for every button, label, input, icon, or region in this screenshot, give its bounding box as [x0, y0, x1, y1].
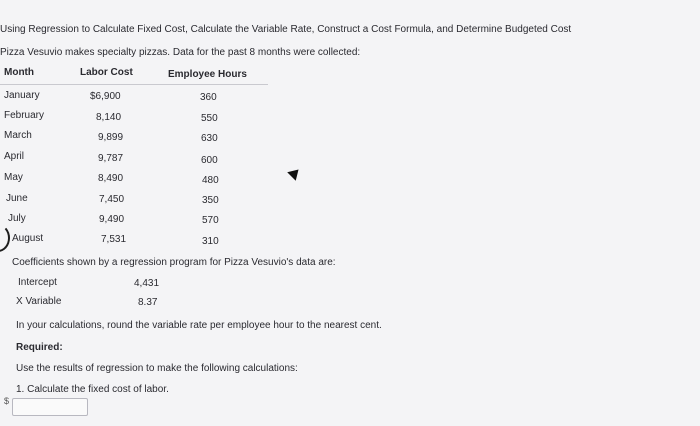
- hours-cell: 310: [202, 236, 219, 247]
- question-1: 1. Calculate the fixed cost of labor.: [16, 384, 169, 395]
- fixed-cost-answer-input[interactable]: [12, 398, 88, 416]
- hours-cell: 480: [202, 175, 219, 186]
- instruction-text: Use the results of regression to make the following calculations:: [16, 363, 298, 374]
- labor-cost-cell: 9,490: [99, 214, 125, 225]
- labor-cost-cell: 9,787: [98, 153, 124, 164]
- hours-cell: 550: [201, 113, 218, 124]
- labor-cost-cell: 8,140: [96, 112, 122, 123]
- month-cell: July: [8, 213, 26, 224]
- month-cell: April: [4, 151, 25, 162]
- coefficients-intro: Coefficients shown by a regression program for Pizza Vesuvio's data are:: [12, 257, 336, 268]
- margin-bracket: [0, 224, 10, 252]
- col-header-labor-cost: Labor Cost: [80, 67, 133, 78]
- page-title: Using Regression to Calculate Fixed Cost, Calculate the Variable Rate, Construct a Cost Formula, and Determine Budgeted Cost: [0, 24, 572, 35]
- month-cell: February: [4, 110, 45, 121]
- hours-cell: 600: [201, 155, 218, 166]
- intro-text: Pizza Vesuvio makes specialty pizzas. Data for the past 8 months were collected:: [0, 47, 361, 58]
- month-cell: May: [4, 172, 23, 183]
- month-cell: March: [4, 130, 32, 141]
- labor-cost-cell: 7,450: [99, 194, 125, 205]
- coefficient-value: 8.37: [138, 297, 158, 308]
- month-cell: June: [6, 193, 28, 204]
- coefficient-label: Intercept: [18, 277, 57, 288]
- col-header-month: Month: [4, 67, 34, 78]
- col-header-employee-hours: Employee Hours: [168, 69, 247, 80]
- month-cell: January: [4, 90, 40, 101]
- hours-cell: 570: [202, 215, 219, 226]
- rounding-note: In your calculations, round the variable rate per employee hour to the nearest cent.: [16, 320, 382, 331]
- coefficient-value: 4,431: [134, 278, 160, 289]
- required-heading: Required:: [16, 342, 63, 353]
- mouse-cursor-icon: [287, 165, 303, 181]
- labor-cost-cell: $6,900: [90, 91, 121, 102]
- header-divider: [0, 84, 268, 85]
- hours-cell: 630: [201, 133, 218, 144]
- hours-cell: 350: [202, 195, 219, 206]
- dollar-sign: $: [4, 396, 10, 406]
- labor-cost-cell: 7,531: [101, 234, 127, 245]
- month-cell: August: [12, 233, 44, 244]
- hours-cell: 360: [200, 92, 217, 103]
- coefficient-label: X Variable: [16, 296, 62, 307]
- labor-cost-cell: 8,490: [98, 173, 124, 184]
- labor-cost-cell: 9,899: [98, 132, 124, 143]
